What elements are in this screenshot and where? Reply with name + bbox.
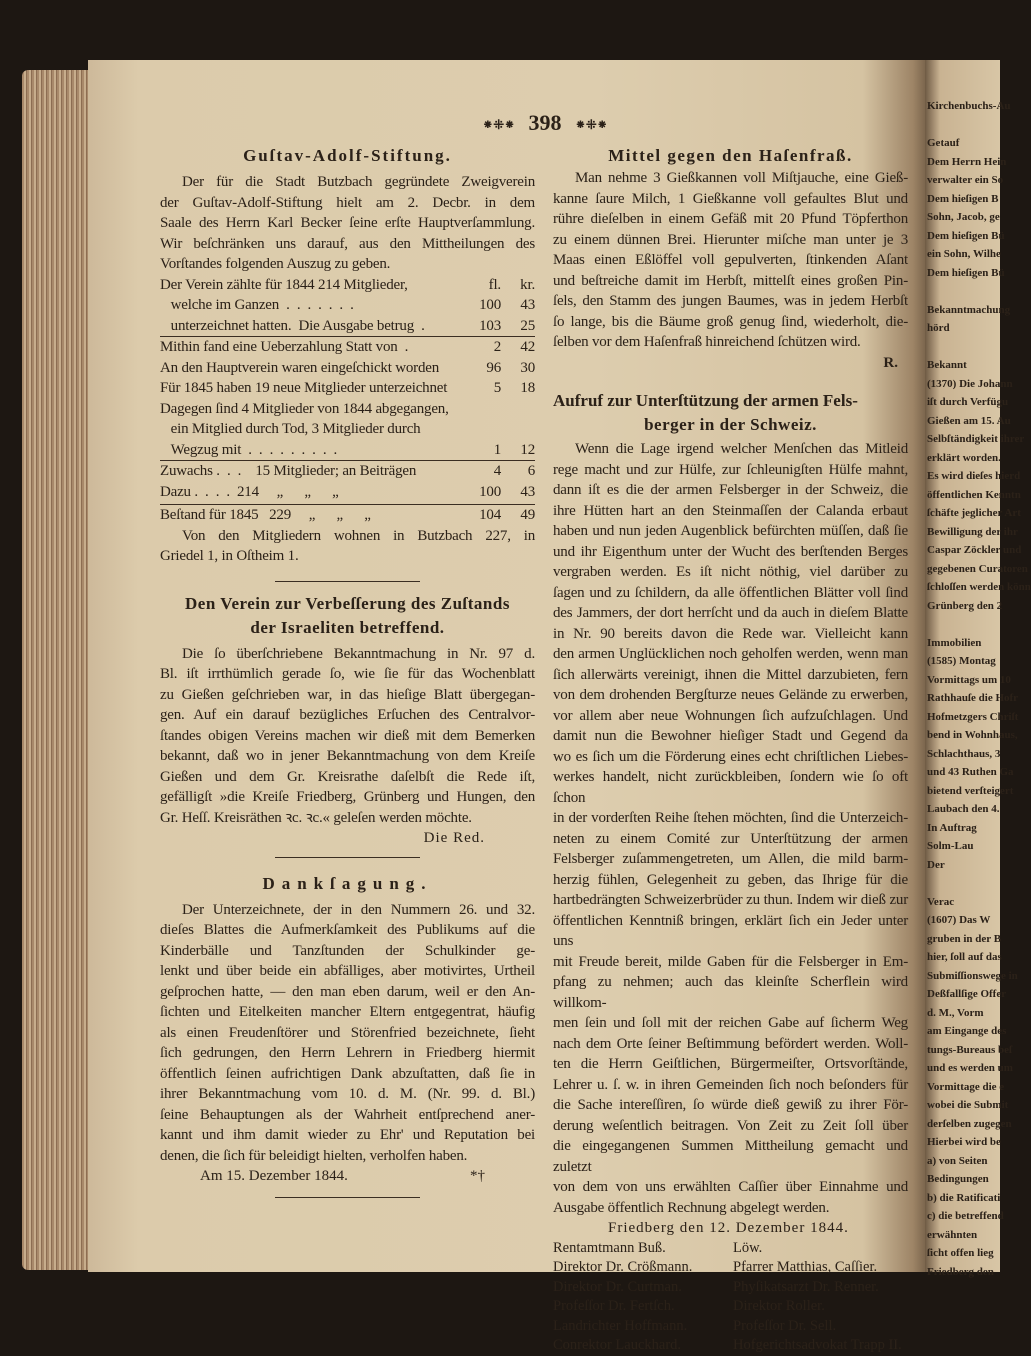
table-row [160,358,535,379]
text-line: gen. Auf ein darauf bezügliches Erſuchen des Centralvor- [160,707,535,723]
facing-page-text-line: Dem hieſigen Bü [927,266,1005,279]
text-line: Bl. iſt irrthümlich gerade ſo, wie ſie für das Wochenblatt [160,666,535,682]
signatory-name: Phyſikatsarzt Dr. Renner. [733,1278,879,1295]
facing-page-text-line: bietend verſteigert [927,784,1014,797]
text-line: vergraben werden. Es iſt nicht nöthig, viel darüber zu [553,564,908,580]
facing-page-text-line: d. M., Vorm [927,1006,984,1019]
row-label: Zuwachs . . . 15 Mitglieder; an Beiträgen [160,463,417,479]
facing-page-text-line: Rathhauſe die Hofr [927,692,1019,704]
article-body [160,900,535,1167]
facing-page-text-line: Caspar Zöckler und [927,544,1022,556]
signatory-name: Direktor Dr. Crößmann. [553,1259,693,1275]
text-line: und ihr Eigenthum unter der Wucht des berſtenden Berges [553,543,908,560]
facing-page-text-line: a) von Seiten [927,1154,988,1167]
text-line: Maas einen Eßlöffel voll gepulverten, ſtinkenden Aſant [553,252,908,268]
table-row [160,419,535,440]
author-signature: *† [470,1168,485,1184]
text-line: kanne ſaure Milch, 1 Gießkanne voll gefaultes Blut und [553,190,908,207]
facing-page-text-line: c) die betreffend [927,1210,1004,1222]
facing-page-text-line: Verac [927,895,955,908]
page-number: 398 [528,110,562,135]
florin-value: 100 [479,483,501,500]
section-divider [275,581,420,582]
text-line: zu einem dünnen Brei. Hierunter miſche man unter je 3 [553,231,908,248]
facing-page-text-line: Friedberg den [927,1265,994,1278]
section-divider [275,1197,420,1198]
florin-value: 100 [479,297,501,313]
facing-page-text-line: ſchloſſen werden könn [927,581,1031,593]
facing-page-text-line: Dem hieſigen B [927,192,999,205]
text-line: Der für die Stadt Butzbach gegründete Zweigverein [182,174,535,190]
florin-value: 96 [486,359,501,376]
facing-page-fragment [925,60,1031,1278]
facing-page-text-line: Hierbei wird be [927,1136,1001,1148]
facing-page-text-line: verwalter ein So [927,174,1004,186]
facing-page-text-line: hier, ſoll auf das [927,951,1002,963]
row-label: Wegzug mit . . . . . . . . . [160,441,338,458]
facing-page-text-line: am Eingange des [927,1025,1007,1037]
text-line: denen, die ſich für beleidigt hielten, verholfen haben. [160,1147,468,1164]
text-line: Der Unterzeichnete, der in den Nummern 26. und 32. [182,901,535,918]
text-line: dieſes Blattes die Aufmerkſamkeit des Publikums auf die [160,922,535,938]
kreuzer-value: kr. [520,276,535,293]
left-column [160,140,535,1198]
article-body [160,172,535,275]
kreuzer-value: 6 [527,463,535,479]
facing-page-text-line: (1370) Die Johann [927,377,1013,390]
page-header [470,110,620,138]
text-line: ihre Hütten hart an den Steinmaſſen der Calanda erbaut [553,502,908,519]
text-line: wo es ſich um die Förderung eines echt chriſtlichen Liebes- [553,748,908,765]
facing-page-text-line: Vormittage die e [927,1080,1005,1093]
text-line: Kinderbälle und Tanzſtunden der Schulkinder ge- [160,942,535,959]
signatory-name: Löw. [733,1239,763,1256]
facing-page-text-line: Kirchenbuchs-Au [927,100,1011,112]
facing-page-text-line: Solm-Lau [927,840,974,852]
florin-value: 1 [493,441,501,458]
text-line: die eingegangenen Summen Mittheilung gemacht und zuletzt [553,1138,908,1175]
text-line: kannt und ihm damit wieder zu Ehr' und Reputation bei [160,1127,535,1143]
text-line: und beſtreiche damit im Herbſt, mittelſt eines großen Pin- [553,272,908,289]
text-line: der Guſtav-Adolf-Stiftung hielt am 2. Decbr. in dem [160,194,535,211]
row-label: unterzeichnet hatten. Die Ausgabe betrug . [160,317,425,334]
text-line: Gr. Heſſ. Kreisräthen ꝛc. ꝛc.« geleſen werden möchte. [160,809,472,826]
signatory-name: Landrichter Hoffmann. [553,1317,688,1334]
text-line: ſo lange, bis die Bäume groß genug ſind, wiederholt, die- [553,313,908,330]
facing-page-text-line: Dem hieſigen Bü [927,229,1005,242]
signatory-name: Direktor Roller. [733,1298,825,1314]
facing-page-text-line: Bekannt [927,359,967,371]
text-line: ſagen und zu ſchildern, da alle öffentlichen Blätter voll ſind [553,584,908,601]
text-line: zu Gießen geſchrieben war, in das hieſige Blatt übergegan- [160,686,535,703]
text-line: in Nr. 90 bereits davon die Rede war. Vielleicht kann [553,625,908,642]
facing-page-text-line: ſicht offen lieg [927,1247,994,1259]
text-line: ten die Herrn Geiſtlichen, Bürgermeiſter, Ortsvorſtände, [553,1056,908,1072]
text-line: haben und nun jeden Augenblick befürchten müſſen, daß ſie [553,523,908,539]
facing-page-text-line: b) die Ratificati [927,1191,1001,1204]
kreuzer-value [501,399,535,420]
text-line: gefälligſt »die Kreiſe Friedberg, Grünberg und Hungen, den [160,789,535,805]
closing-row [160,1166,535,1187]
kreuzer-value: 12 [520,441,535,458]
facing-page-text-line: iſt durch Verfügu [927,396,1009,408]
facing-page-text-line: Schlachthaus, 3 [927,747,1001,760]
kreuzer-value: 25 [520,317,535,334]
facing-page-text-line: ein Sohn, Wilhe [927,248,1001,260]
text-line: öffentlich ſeinen aufrichtigen Dank abzuſtatten, daß ſie in [160,1065,535,1082]
text-line: rege macht und zur Hülfe, zur ſchleunigſten Hülfe mahnt, [553,461,908,478]
florin-value: 104 [479,507,501,523]
text-line: nach dem Orte ſeiner Beſtimmung befördert werden. Woll- [553,1035,908,1052]
signatory-name: Profeſſor Dr. Fertſch. [553,1298,675,1314]
facing-page-text-line: Bekanntmachung [927,303,1011,316]
text-line: vor allem aber neue Wohnungen ſich aufzuſchlagen. Und [553,707,908,724]
text-line: ſich allerwärts vereinigt, ihnen die Mittel darzubieten, fern [553,666,908,683]
facing-page-text-line: Sohn, Jacob, ge [927,211,1000,223]
signatories [553,1239,908,1356]
article-body [553,439,908,1218]
table-row [160,440,535,461]
text-line: geſprochen hatte, — den man eben darum, weil er den An- [160,983,535,1000]
kreuzer-value: 18 [520,380,535,396]
text-line: von dem von uns erwählten Caſſier über Einnahme und [553,1179,908,1195]
facing-page-text-line: ſchäfte jeglicher Art [927,507,1021,519]
florin-value: 2 [493,339,501,355]
text-line: Wenn die Lage irgend welcher Menſchen das Mitleid [575,441,908,457]
text-line: Ausgabe öffentlich Rechnung abgelegt werden. [553,1199,830,1216]
text-line: neten zu einem Comité zur Unterſtützung der armen [553,830,908,847]
text-line: Von den Mitgliedern wohnen in Butzbach 227, in [182,527,535,544]
row-label: Mithin fand eine Ueberzahlung Statt von . [160,339,409,355]
facing-page-text-line: öffentlichen Kenntn [927,488,1021,501]
text-line: derung weſentlich beitragen. Von Zeit zu Zeit ſoll über [553,1117,908,1134]
facing-page-text-line: wobei die Submit [927,1099,1009,1111]
article-title-israeliten: Den Verein zur Verbeſſerung des Zuſtands [185,593,510,613]
text-line: hartbedrängten Schweizerbrüder zu thun. Indem wir dieß zur [553,892,908,908]
facing-page-text-line: Der [927,858,945,871]
text-line: Griedel 1, in Oſtheim 1. [160,548,299,564]
text-line: mit Freude bereit, milde Gaben für die Felsberger in Em- [553,953,908,970]
accounts-table [160,275,535,526]
editor-signature: Die Red. [423,830,485,846]
table-row [160,316,535,337]
text-line: Vorſtandes folgenden Auszug zu geben. [160,256,391,272]
facing-page-text-line: Grünberg den 2 [927,599,1003,612]
row-label: Dagegen ſind 4 Mitglieder von 1844 abgegangen, [160,400,449,417]
table-row [160,275,535,296]
article-title-gustav-adolf: Guſtav-Adolf-Stiftung. [243,146,452,165]
facing-page-text-line: hörd [927,322,950,334]
article-date: Am 15. Dezember 1844. [200,1168,348,1184]
facing-page-text-line: Immobilien [927,636,982,649]
facing-page-text-line: Dem Herrn Hein [927,155,1007,168]
text-line: Man nehme 3 Gießkannen voll Miſtjauche, eine Gieß- [575,170,908,186]
text-line: ihrer Bekanntmachung vom 10. d. M. (Nr. 99. d. Bl.) [160,1086,535,1102]
table-row [160,295,535,316]
text-line: den armen Unglücklichen noch geholfen werden, wenn man [553,646,908,662]
right-column [553,140,908,1356]
table-row [160,460,535,482]
article-title-israeliten-line2: der Israeliten betreffend. [250,617,445,637]
article-title-danksagung: Dankſagung. [262,873,433,893]
facing-page-text-line: und 43 Ruthen Ga [927,766,1014,778]
article-body [553,168,908,353]
text-line: Wir beſchränken uns darauf, aus den Mittheilungen des [160,235,535,252]
facing-page-text-line: Selbſtändigkeit ihrer [927,433,1025,445]
kreuzer-value: 43 [520,297,535,313]
florin-value: 103 [479,317,501,334]
facing-page-text-line: In Auftrag [927,821,977,834]
kreuzer-value: 30 [520,359,535,376]
text-line: ſtandes obigen Vereins machen wir dieß mit dem Bemerken [160,727,535,744]
text-line: als einen Freudenſtörer und Störenfried bezeichnete, ſieht [160,1024,535,1041]
signatory-name: Conrektor Lauckhard. [553,1337,682,1353]
text-line: herzig fühlen, Gelegenheit zu geben, das Ihrige für die [553,871,908,888]
facing-page-text-line: erwähnten [927,1228,978,1241]
florin-value [461,419,501,440]
text-line: ſich gedrungen, den Herrn Lehrern in Friedberg hiermit [160,1045,535,1061]
text-line: ſichten und Eitelkeiten mancher Eltern entgegentrat, häufig [160,1004,535,1020]
facing-page-text-line: derſelben zugegen [927,1117,1012,1130]
signatory-name: Profeſſor Dr. Sell. [733,1317,837,1334]
table-row [160,336,535,358]
text-line: ſeine Behauptungen als der Wahrheit entſprechend aner- [160,1106,535,1123]
author-signature: R. [883,354,898,371]
florin-value [461,399,501,420]
kreuzer-value: 49 [520,507,535,523]
facing-page-text-line: Deßfallſige Offer [927,988,1007,1000]
text-line: Lehrer u. ſ. w. in ihren Gemeinden ſich noch beſonders für [553,1076,908,1093]
table-row [160,378,535,399]
signatory-name: Rentamtmann Buß. [553,1239,666,1256]
facing-page-text-line: Laubach den 4. [927,803,1000,815]
article-title-aufruf-line2: berger in der Schweiz. [644,415,817,434]
text-line: pfang zu nehmen; auch das kleinſte Scherflein wird willkom- [553,974,908,1011]
article-date: Friedberg den 12. Dezember 1844. [608,1220,849,1236]
facing-page-text-line: Es wird dieſes hierd [927,470,1021,482]
article-title-hasenfrass: Mittel gegen den Haſenfraß. [608,146,853,165]
facing-page-text-line: Vormittags um 10 [927,673,1011,686]
text-line: rühre dieſelben in einem Gefäß mit 20 Pfund Töpferthon [553,211,908,227]
text-line: bekannt, daß wo in jener Bekanntmachung von dem Kreiſe [160,748,535,764]
text-line: werkes handelt, nicht zurückbleiben, ſondern wie ſo oft ſchon [553,769,908,806]
ornament-left: ⁕⁜⁕ [482,116,515,132]
text-line: von dem drohenden Bergſturze neues Gelände zu erwerben, [553,687,908,703]
article-title-aufruf: Aufruf zur Unterſtützung der armen Fels- [553,391,858,410]
row-label: ein Mitglied durch Tod, 3 Mitglieder durch [160,421,421,437]
facing-page-text-line: bend in Wohnhaus, [927,729,1018,741]
signatory-name: Pfarrer Matthias, Caſſier. [733,1259,878,1275]
signatory-name: Hofgerichtsadvokat Trapp II. [733,1337,902,1353]
kreuzer-value [501,419,535,440]
row-label: Der Verein zählte für 1844 214 Mitglieder, [160,276,408,293]
row-label: An den Hauptverein waren eingeſchickt worden [160,359,440,376]
facing-page-text-line: und es werden um [927,1062,1013,1074]
row-label: welche im Ganzen . . . . . . . [160,297,354,313]
florin-value: 4 [493,463,501,479]
facing-page-text-line: erklärt worden. [927,451,1001,464]
facing-page-text-line: (1607) Das W [927,914,991,926]
text-line: ſels, den Stamm des jungen Baumes, was in jedem Herbſt [553,293,908,309]
row-label: Dazu . . . . 214 „ „ „ [160,483,339,500]
kreuzer-value: 42 [520,339,535,355]
text-line: des Jammers, der dort herrſcht und da auch in dieſem Blatte [553,605,908,621]
text-line: Die ſo überſchriebene Bekanntmachung in Nr. 97 d. [182,645,535,662]
text-line: in der vorderſten Reihe ſtehen möchten, ſind die Unterzeich- [553,810,908,826]
facing-page-text-line: (1585) Montag [927,655,996,667]
text-line: Saale des Herrn Karl Becker ſeine erſte Hauptverſammlung. [160,215,535,231]
row-label: Beſtand für 1845 229 „ „ „ [160,507,371,523]
florin-value: 5 [493,380,501,396]
facing-page-text-line: Getauf [927,137,960,149]
facing-page-text-line: tungs-Bureaus beſ [927,1043,1013,1056]
facing-page-text-line: gegebenen Curatoren [927,562,1028,575]
facing-page-text-line: Bedingungen [927,1173,989,1185]
table-row [160,482,535,503]
text-line: dann iſt es die der armen Felsberger in der Schweiz, die [553,482,908,498]
facing-page-text-line: Hofmetzgers Chriſt [927,710,1019,723]
article-body [160,526,535,567]
ornament-right: ⁕⁜⁕ [575,116,608,132]
section-divider [275,857,420,858]
signatory-name: Direktor Dr. Curtman. [553,1278,682,1295]
text-line: Felsberger zuſammengetreten, um Allen, die mild barm- [553,851,908,867]
row-label: Für 1845 haben 19 neue Mitglieder unterzeichnet [160,380,448,396]
florin-value: fl. [488,276,501,293]
facing-page-text-line: Submiſſionswege in [927,969,1018,982]
facing-page-text-line: Bewilligung der ihr [927,525,1018,538]
table-row [160,399,535,420]
facing-page-text-line: gruben in der B [927,932,1002,945]
text-line: damit nun die Bewohner hieſiger Stadt und Gegend da [553,728,908,744]
kreuzer-value: 43 [520,483,535,500]
book-page-edges [22,70,97,1270]
text-line: men ſein und ſoll mit der reichen Gabe auf ſicherm Weg [553,1015,908,1031]
text-line: lenkt und über beide ein abfälliges, aber motivirtes, Urtheil [160,963,535,979]
text-line: öffentlichen Kenntniß bringen, erklärt ſich ein Jeder unter uns [553,912,908,949]
facing-page-text-line: Gießen am 15. Au [927,414,1011,427]
text-line: ſelben vor dem Haſenfraß hinreichend ſchützen wird. [553,334,861,350]
table-row [160,504,535,526]
text-line: Gießen und dem Gr. Kreisrathe daſelbſt die Rede iſt, [160,768,535,785]
article-body [160,644,535,829]
text-line: die Sache intereſſiren, ſo würde dieß gewiß zu ihrer För- [553,1097,908,1113]
